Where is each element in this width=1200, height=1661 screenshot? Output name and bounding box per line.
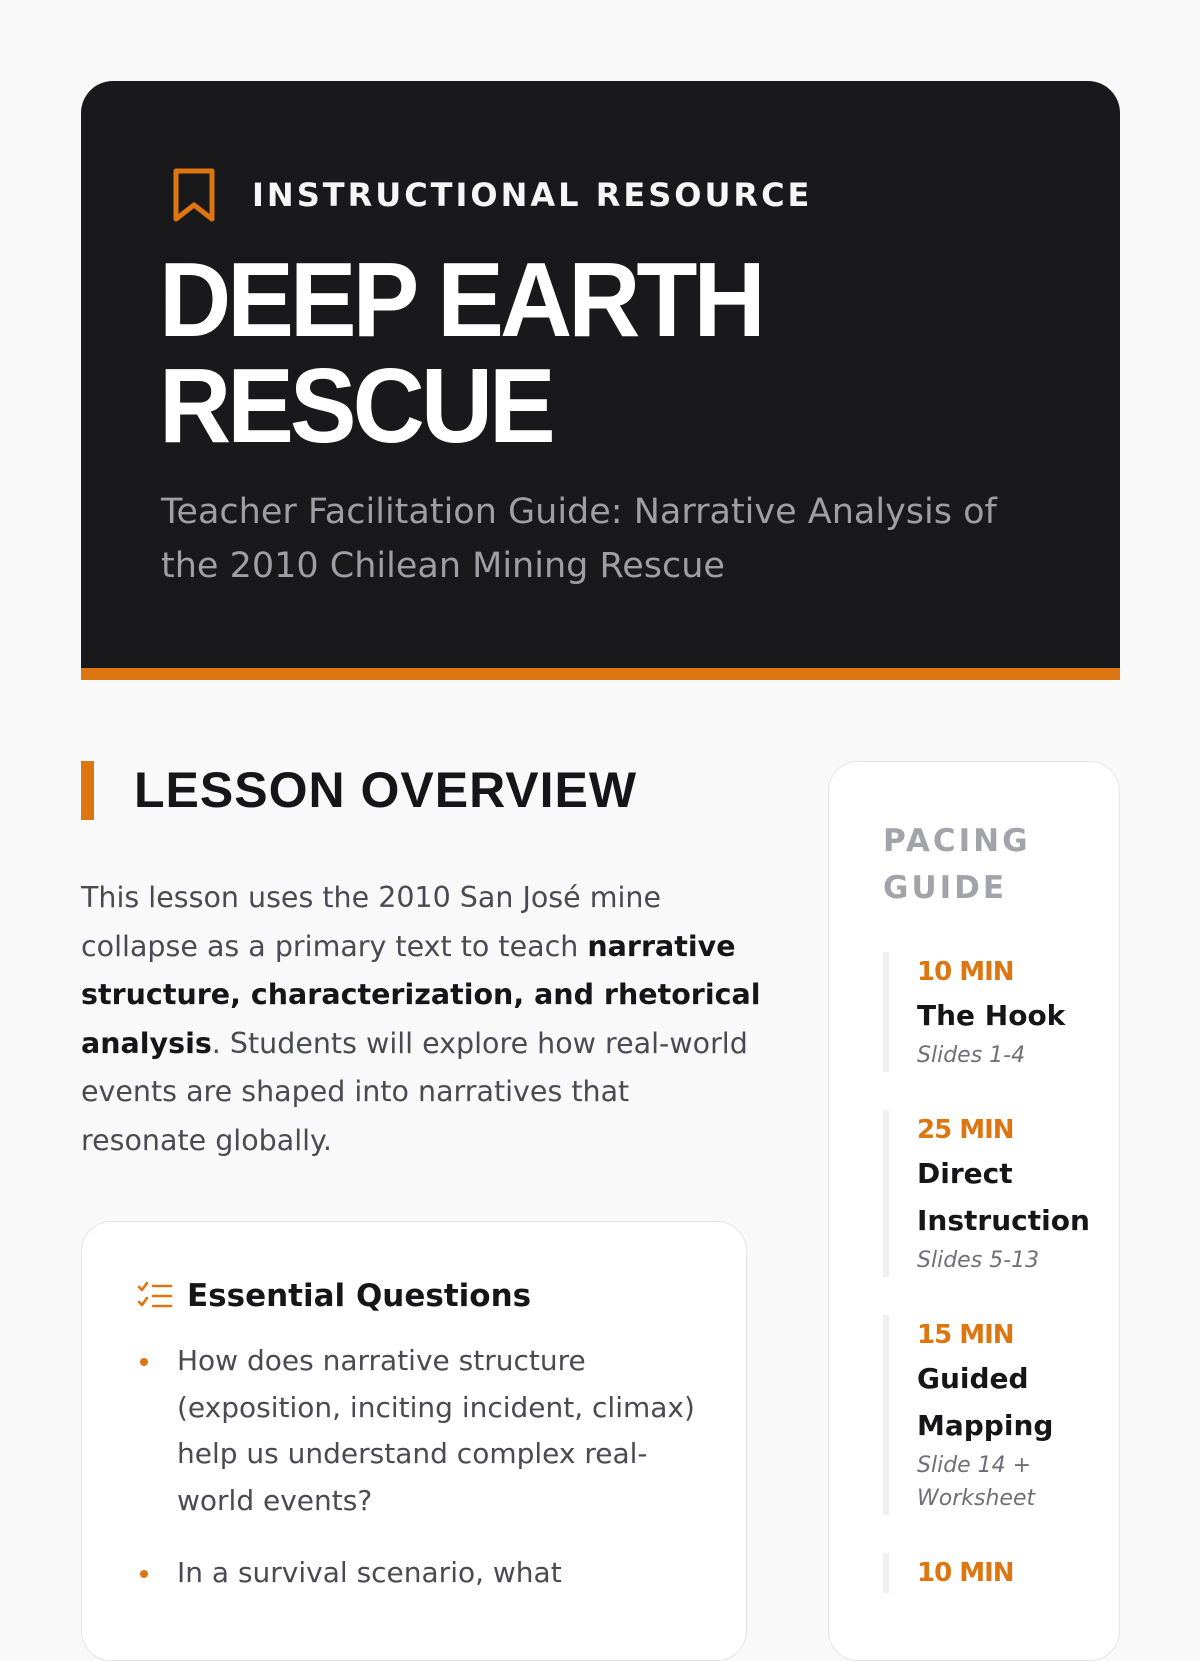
pacing-slides: Slides 1-4	[917, 1043, 1026, 1068]
essential-questions-title: Essential Questions	[187, 1278, 532, 1314]
pacing-duration: 25 MIN	[917, 1115, 1014, 1145]
pacing-guide-title: PACING GUIDE	[883, 823, 1031, 906]
page-title	[159, 240, 1039, 466]
question-text: In a survival scenario, what	[177, 1556, 562, 1589]
resource-kicker	[170, 165, 812, 225]
timeline-bar	[883, 1553, 889, 1593]
pacing-activity: Guided Mapping	[917, 1362, 1054, 1442]
title-line: DEEP EARTH	[159, 240, 762, 360]
page-subtitle: Teacher Facilitation Guide: Narrative Analysis of the 2010 Chilean Mining Rescue	[161, 492, 997, 586]
overview-outro: . Students will explore how real-world events are shaped into narratives that resonate globally.	[81, 1026, 748, 1157]
timeline-bar	[883, 952, 889, 1072]
essential-questions-list	[137, 1338, 717, 1623]
overview-paragraph	[81, 874, 761, 1165]
hero-banner	[81, 81, 1120, 680]
pacing-item	[883, 952, 1113, 1072]
pacing-slides: Slide 14 + Worksheet	[917, 1453, 1036, 1511]
bullet-dot	[140, 1358, 148, 1366]
pacing-list	[883, 952, 1113, 1631]
pacing-item	[883, 1315, 1113, 1515]
lesson-overview-heading: LESSON OVERVIEW	[134, 762, 638, 818]
bookmark-icon	[170, 165, 218, 225]
pacing-item	[883, 1110, 1113, 1277]
pacing-activity: The Hook	[917, 999, 1066, 1032]
essential-questions-card	[81, 1221, 747, 1661]
pacing-item	[883, 1553, 1113, 1593]
bullet-dot	[140, 1570, 148, 1578]
list-item	[137, 1338, 717, 1524]
pacing-duration: 15 MIN	[917, 1320, 1014, 1350]
overview-intro: This lesson uses the 2010 San José mine collapse as a primary text to teach	[81, 881, 662, 963]
pacing-duration: 10 MIN	[917, 957, 1014, 987]
pacing-slides: Slides 5-13	[917, 1248, 1040, 1273]
essential-questions-header	[137, 1274, 531, 1318]
checklist-icon	[137, 1280, 173, 1312]
list-item	[137, 1550, 717, 1597]
question-text: How does narrative structure (exposition, inciting incident, climax) help us understand complex real-world events?	[177, 1344, 695, 1517]
pacing-duration: 10 MIN	[917, 1558, 1014, 1588]
overview-emphasis: narrative structure, characterization, and rhetorical analysis	[81, 929, 761, 1060]
pacing-activity: Direct Instruction	[917, 1157, 1090, 1237]
kicker-label: INSTRUCTIONAL RESOURCE	[252, 176, 813, 214]
section-accent-bar	[81, 761, 94, 820]
timeline-bar	[883, 1110, 889, 1277]
timeline-bar	[883, 1315, 889, 1515]
pacing-guide-card	[828, 761, 1120, 1661]
title-line: RESCUE	[159, 346, 552, 466]
